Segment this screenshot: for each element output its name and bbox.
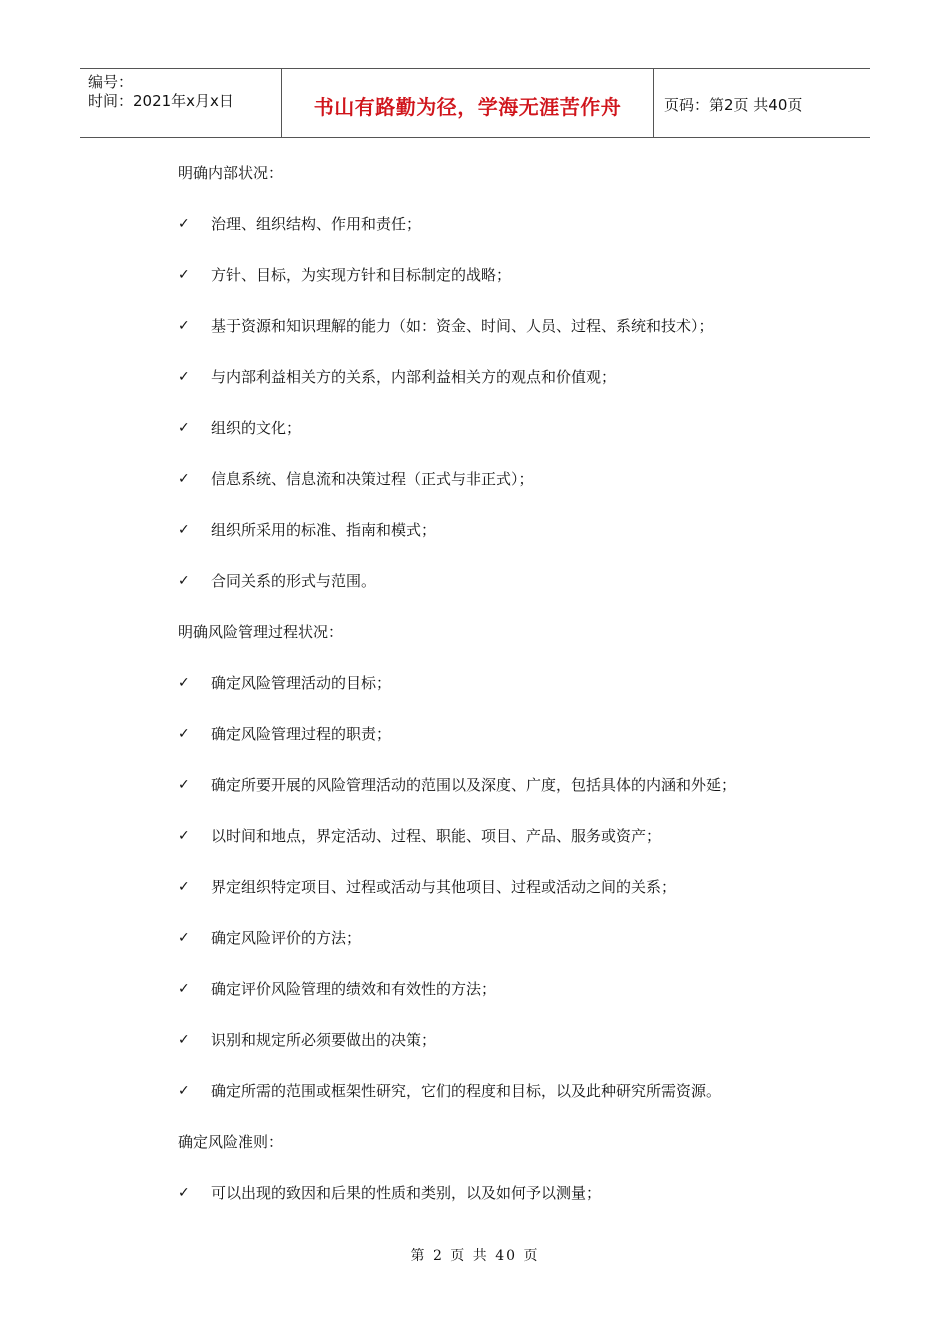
checkmark-icon: ✓ [178,216,190,232]
list-item-text: 组织的文化； [211,419,302,437]
header-meta-cell [80,69,282,137]
checkmark-icon: ✓ [178,522,190,538]
page-footer: 第 2 页 共 40 页 [410,1248,540,1264]
list-item [178,363,818,414]
checkmark-icon: ✓ [178,471,190,487]
header-motto: 书山有路勤为径，学海无涯苦作舟 [282,69,654,137]
checkmark-icon: ✓ [178,420,190,436]
list-item [178,414,818,465]
checkmark-icon: ✓ [178,726,190,742]
list-item [178,771,818,822]
list-item-text: 治理、组织结构、作用和责任； [211,215,422,233]
checkmark-icon: ✓ [178,879,190,895]
list-item [178,975,818,1026]
list-item [178,822,818,873]
checkmark-icon: ✓ [178,930,190,946]
checkmark-icon: ✓ [178,1032,190,1048]
list-item-text: 合同关系的形式与范围。 [211,572,377,590]
list-item [178,1077,818,1128]
list-item-text: 识别和规定所必须要做出的决策； [211,1031,437,1049]
section-heading-text: 明确风险管理过程状况： [178,623,344,641]
checkmark-icon: ✓ [178,675,190,691]
section-heading [178,618,818,669]
list-item [178,465,818,516]
list-item [178,567,818,618]
document-date: 时间：2021年x月x日 [88,92,234,110]
section-heading [178,159,818,210]
header-page-info: 页码：第2页 共40页 [664,95,803,114]
checkmark-icon: ✓ [178,1083,190,1099]
checkmark-icon: ✓ [178,777,190,793]
list-item [178,924,818,975]
list-item-text: 方针、目标，为实现方针和目标制定的战略； [211,266,512,284]
list-item-text: 确定评价风险管理的绩效和有效性的方法； [211,980,497,998]
document-number-label: 编号： [88,73,134,91]
checkmark-icon: ✓ [178,981,190,997]
checkmark-icon: ✓ [178,267,190,283]
list-item-text: 确定风险评价的方法； [211,929,362,947]
checkmark-icon: ✓ [178,1185,190,1201]
list-item [178,669,818,720]
document-body [178,159,818,1230]
list-item [178,210,818,261]
section-heading [178,1128,818,1179]
list-item [178,312,818,363]
checkmark-icon: ✓ [178,369,190,385]
list-item-text: 确定所要开展的风险管理活动的范围以及深度、广度，包括具体的内涵和外延； [211,776,737,794]
list-item-text: 确定风险管理活动的目标； [211,674,392,692]
list-item-text: 基于资源和知识理解的能力（如：资金、时间、人员、过程、系统和技术）； [211,317,714,335]
list-item [178,1026,818,1077]
list-item-text: 信息系统、信息流和决策过程（正式与非正式）； [211,470,534,488]
list-item [178,873,818,924]
checkmark-icon: ✓ [178,828,190,844]
list-item-text: 以时间和地点，界定活动、过程、职能、项目、产品、服务或资产； [211,827,662,845]
page-header [80,68,870,138]
list-item-text: 确定所需的范围或框架性研究，它们的程度和目标，以及此种研究所需资源。 [211,1082,722,1100]
section-heading-text: 明确内部状况： [178,164,284,182]
list-item-text: 界定组织特定项目、过程或活动与其他项目、过程或活动之间的关系； [211,878,677,896]
list-item-text: 与内部利益相关方的关系，内部利益相关方的观点和价值观； [211,368,617,386]
list-item-text: 确定风险管理过程的职责； [211,725,392,743]
checkmark-icon: ✓ [178,573,190,589]
list-item [178,261,818,312]
list-item [178,1179,818,1230]
checkmark-icon: ✓ [178,318,190,334]
section-heading-text: 确定风险准则： [178,1133,284,1151]
list-item [178,720,818,771]
list-item-text: 可以出现的致因和后果的性质和类别，以及如何予以测量； [211,1184,602,1202]
list-item-text: 组织所采用的标准、指南和模式； [211,521,437,539]
list-item [178,516,818,567]
